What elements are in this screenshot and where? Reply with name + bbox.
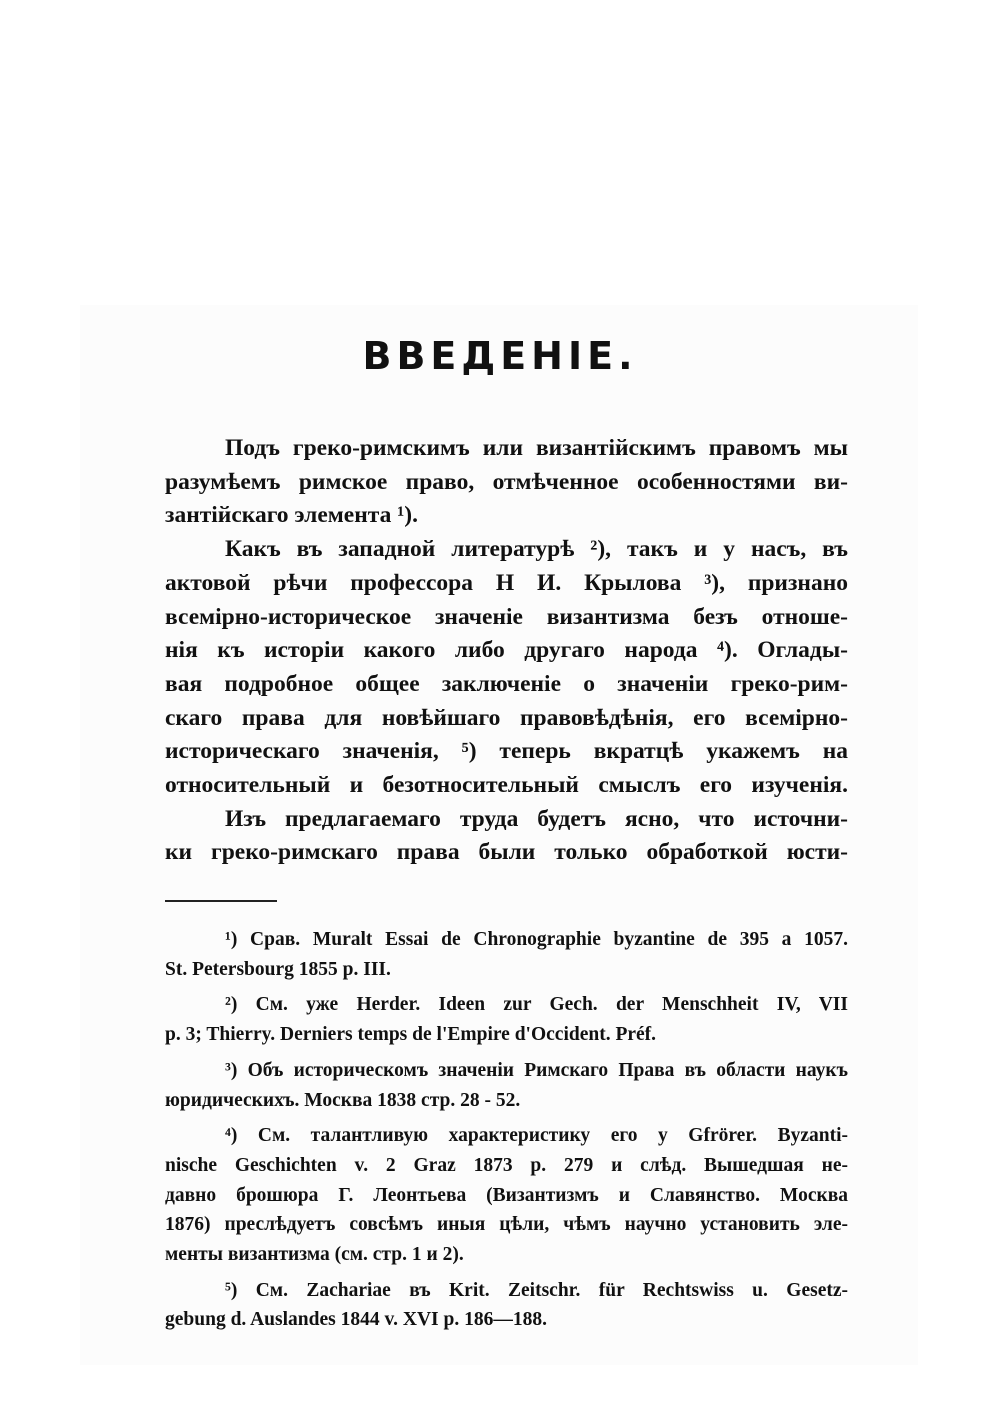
body-line: актовой рѣчи профессора Н И. Крылова ³), признано <box>165 569 848 596</box>
footnote-line: ¹) Срав. Muralt Essai de Chronographie byzantine de 395 a 1057. <box>225 929 848 950</box>
footnote-line: ⁵) См. Zachariae въ Krit. Zeitschr. für Rechtswiss u. Gesetz- <box>225 1279 848 1301</box>
body-line: всемірно-историческое значеніе византизма безъ отноше- <box>165 603 848 630</box>
body-line: историческаго значенія, ⁵) теперь вкратцѣ укажемъ на <box>165 738 848 765</box>
body-line: разумѣемъ римское право, отмѣченное особенностями ви- <box>165 468 848 495</box>
page-title: ВВЕДЕНІЕ. <box>362 334 638 378</box>
body-line: нія къ исторіи какого либо другаго народа ⁴). Оглады- <box>165 637 848 664</box>
footnote-line: p. 3; Thierry. Derniers temps de l'Empire d'Occident. Préf. <box>165 1024 657 1046</box>
footnote-1 <box>165 925 848 984</box>
footnote-line: gebung d. Auslandes 1844 v. XVI p. 186—188. <box>165 1309 547 1331</box>
body-text <box>165 432 848 870</box>
body-line: скаго права для новѣйшаго правовѣдѣнія, его всемірно- <box>165 704 848 731</box>
footnote-2 <box>165 990 848 1049</box>
body-line: Подъ греко-римскимъ или византійскимъ правомъ мы <box>225 435 848 461</box>
body-line: Изъ предлагаемаго труда будетъ ясно, что источни- <box>225 805 848 832</box>
footnote-separator <box>165 900 277 902</box>
footnote-line: St. Petersbourg 1855 p. III. <box>165 958 391 980</box>
footnote-line: юридическихъ. Москва 1838 стр. 28 - 52. <box>165 1089 521 1111</box>
footnote-line: nische Geschichten v. 2 Graz 1873 p. 279 и слѣд. Вышедшая не- <box>165 1154 848 1176</box>
footnote-line: 1876) преслѣдуетъ совсѣмъ иныя цѣли, чѣмъ научно установить эле- <box>165 1214 848 1236</box>
body-line: зантійскаго элемента ¹). <box>165 502 418 529</box>
footnote-line: ⁴) См. талантливую характеристику его у Gfrörer. Byzanti- <box>225 1125 848 1147</box>
footnote-line: менты византизма (см. стр. 1 и 2). <box>165 1244 464 1266</box>
footnote-line: ³) Объ историческомъ значеніи Римскаго Права въ области наукъ <box>225 1059 848 1081</box>
body-line: относительный и безотносительный смыслъ его изученія. <box>165 772 848 799</box>
body-line: Какъ въ западной литературѣ ²), такъ и у насъ, въ <box>225 536 848 563</box>
footnote-line: давно брошюра Г. Леонтьева (Византизмъ и Славянство. Москва <box>165 1184 848 1206</box>
footnotes <box>165 925 848 1341</box>
footnote-4 <box>165 1121 848 1270</box>
body-line: вая подробное общее заключеніе о значеніи греко-рим- <box>165 670 848 697</box>
footnote-3 <box>165 1056 848 1115</box>
footnote-line: ²) См. уже Herder. Ideen zur Gech. der Menschheit IV, VII <box>225 994 848 1016</box>
footnote-5 <box>165 1276 848 1335</box>
body-line: ки греко-римскаго права были только обработкой юсти- <box>165 839 848 866</box>
